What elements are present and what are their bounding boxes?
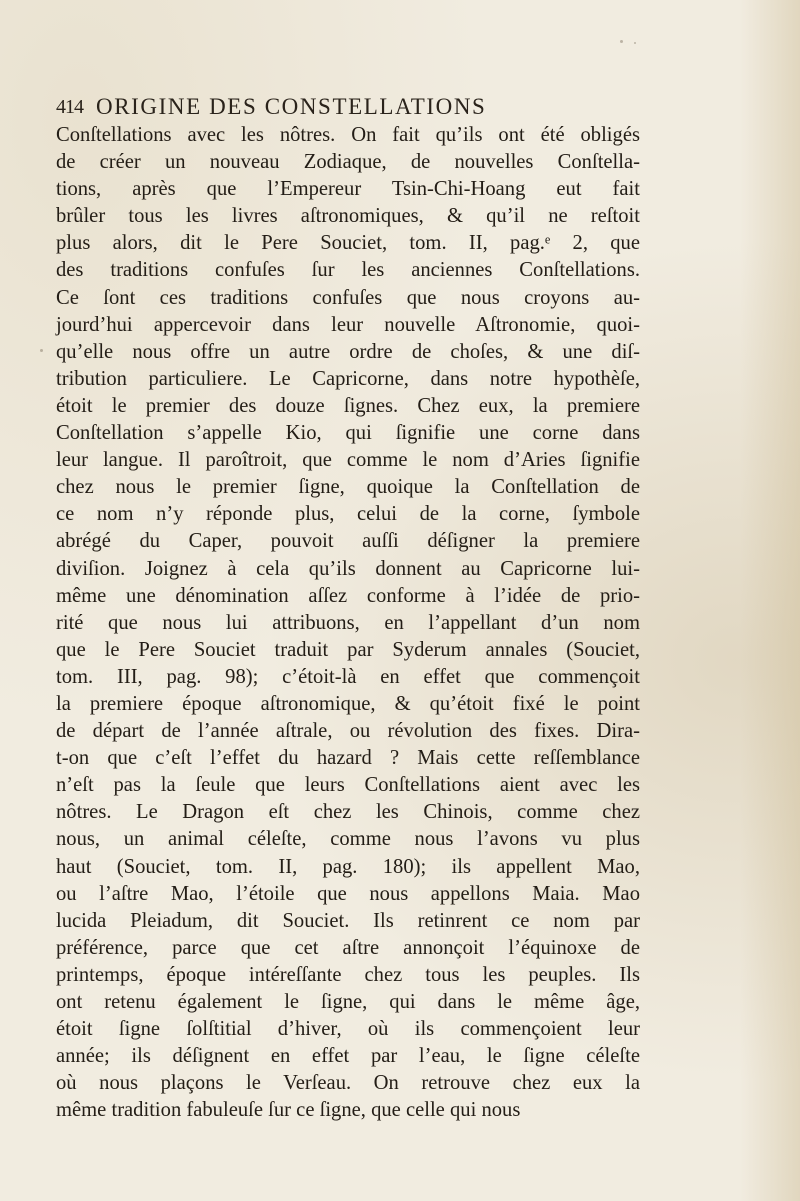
body-paragraph	[56, 122, 640, 1124]
text-line: tom. III, pag. 98); c’étoit-là en effet que commençoit	[56, 665, 640, 688]
text-line: leur langue. Il paroîtroit, que comme le nom d’Aries ſignifie	[56, 449, 640, 472]
text-line: ou l’aſtre Mao, l’étoile que nous appellons Maia. Mao	[56, 882, 640, 905]
page-header	[56, 94, 656, 124]
text-line: ont retenu également le ſigne, qui dans le même âge,	[56, 991, 640, 1013]
text-line: qu’elle nous offre un autre ordre de choſes, & une diſ-	[56, 340, 640, 363]
text-line: chez nous le premier ſigne, quoique la Conſtellation de	[56, 476, 640, 499]
text-line: que le Pere Souciet traduit par Syderum annales (Souciet,	[56, 638, 640, 661]
text-line: tions, après que l’Empereur Tsin-Chi-Hoang eut fait	[56, 178, 640, 201]
text-line: plus alors, dit le Pere Souciet, tom. II, pag.ᵉ 2, que	[56, 232, 640, 255]
text-line: haut (Souciet, tom. II, pag. 180); ils appellent Mao,	[56, 855, 640, 878]
text-line: étoit le premier des douze ſignes. Chez eux, la premiere	[56, 394, 640, 417]
ink-speck	[40, 349, 43, 352]
text-line: Conſtellations avec les nôtres. On fait qu’ils ont été obligés	[56, 124, 640, 146]
text-line: nous, un animal céleſte, comme nous l’avons vu plus	[56, 828, 640, 851]
text-line: la premiere époque aſtronomique, & qu’étoit fixé le point	[56, 692, 640, 715]
running-title: ORIGINE DES CONSTELLATIONS	[96, 94, 487, 119]
text-line: brûler tous les livres aſtronomiques, & qu’il ne reſtoit	[56, 205, 640, 228]
text-line: ce nom n’y réponde plus, celui de la corne, ſymbole	[56, 503, 640, 526]
page-edge-shading	[740, 0, 800, 1201]
text-line: diviſion. Joignez à cela qu’ils donnent au Capricorne lui-	[56, 557, 640, 580]
text-line: lucida Pleiadum, dit Souciet. Ils retinrent ce nom par	[56, 909, 640, 932]
text-line: préférence, parce que cet aſtre annonçoit l’équinoxe de	[56, 936, 640, 959]
text-line: de départ de l’année aſtrale, ou révolution des fixes. Dira-	[56, 720, 640, 743]
text-line: printemps, époque intéreſſante chez tous les peuples. Ils	[56, 963, 640, 986]
text-line: des traditions confuſes ſur les anciennes Conſtellations.	[56, 259, 640, 282]
text-line: jourd’hui appercevoir dans leur nouvelle Aſtronomie, quoi-	[56, 313, 640, 336]
text-line: Conſtellation s’appelle Kio, qui ſignifie une corne dans	[56, 422, 640, 445]
text-line: rité que nous lui attribuons, en l’appellant d’un nom	[56, 611, 640, 634]
text-line: même une dénomination aſſez conforme à l’idée de prio-	[56, 584, 640, 607]
text-line: où nous plaçons le Verſeau. On retrouve chez eux la	[56, 1072, 640, 1095]
text-line: de créer un nouveau Zodiaque, de nouvelles Conſtella-	[56, 151, 640, 174]
text-line: abrégé du Caper, pouvoit auſſi déſigner la premiere	[56, 530, 640, 553]
page-number: 414	[56, 96, 83, 118]
text-line: Ce ſont ces traditions confuſes que nous croyons au-	[56, 286, 640, 309]
text-line: n’eſt pas la ſeule que leurs Conſtellations aient avec les	[56, 774, 640, 797]
text-line: année; ils déſignent en effet par l’eau, le ſigne céleſte	[56, 1045, 640, 1068]
text-line: étoit ſigne ſolſtitial d’hiver, où ils commençoient leur	[56, 1018, 640, 1041]
ink-speck	[634, 42, 636, 44]
ink-speck	[620, 40, 623, 43]
text-line: même tradition fabuleuſe ſur ce ſigne, que celle qui nous	[56, 1099, 521, 1122]
text-line: tribution particuliere. Le Capricorne, dans notre hypothèſe,	[56, 367, 640, 390]
text-line: nôtres. Le Dragon eſt chez les Chinois, comme chez	[56, 801, 640, 824]
text-line: t-on que c’eſt l’effet du hazard ? Mais cette reſſemblance	[56, 747, 640, 770]
